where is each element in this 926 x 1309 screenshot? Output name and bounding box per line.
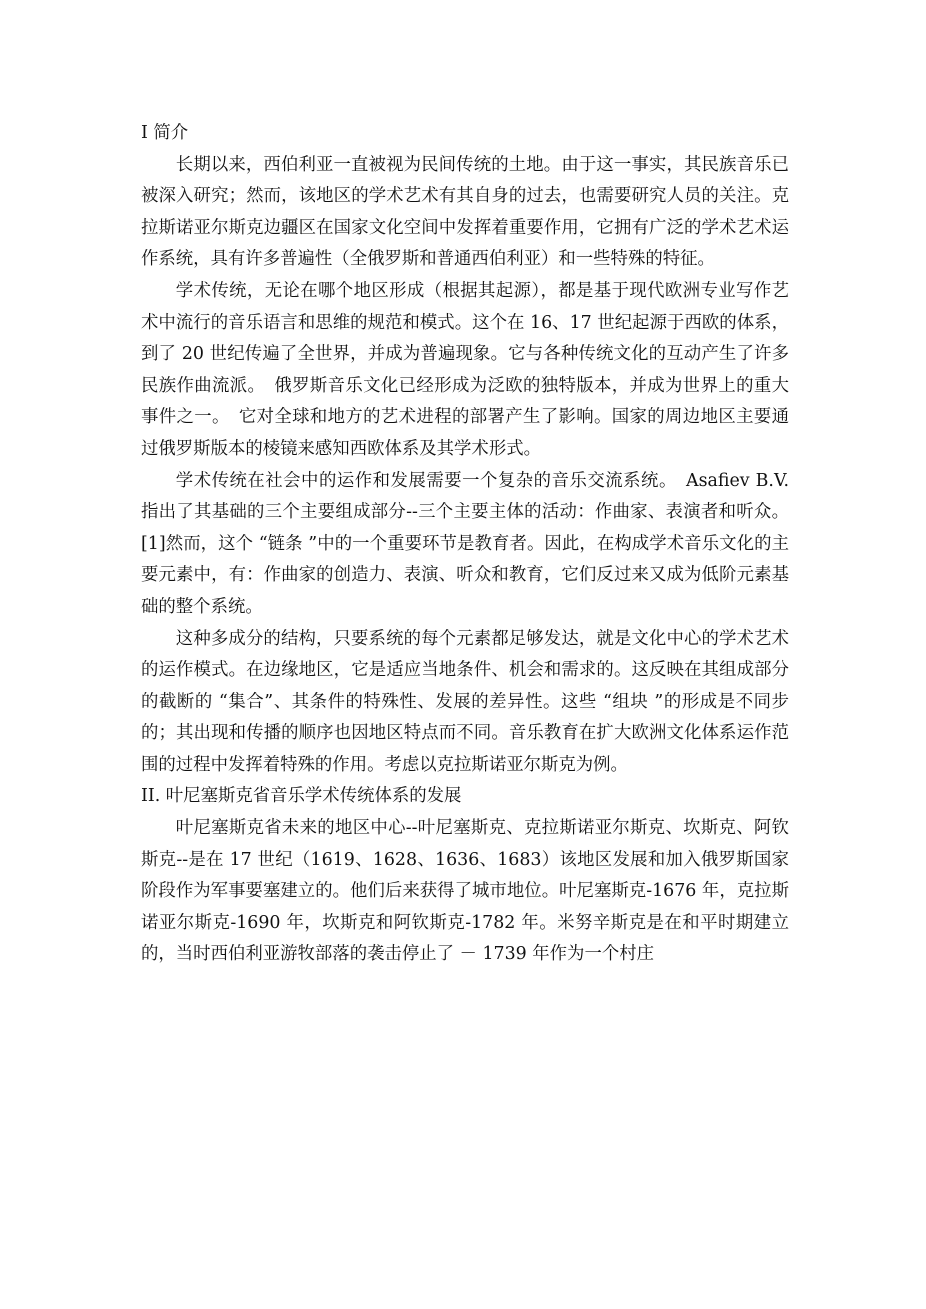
paragraph-regional-centers: 叶尼塞斯克省未来的地区中心--叶尼塞斯克、克拉斯诺亚尔斯克、坎斯克、阿钦斯克--是在 17 世纪（1619、1628、1636、1683）该地区发展和加入俄罗斯国家阶段作为军事要塞建立的。他们后来获得了城市地位。叶尼塞斯克-1676 年，克拉斯诺亚尔斯克-1690 年，坎斯克和阿钦斯克-1782 年。米努辛斯克是在和平时期建立的，当时西伯利亚游牧部落的袭击停止了 － 1739 年作为一个村庄 (141, 818, 789, 965)
paragraph-music-communication: 学术传统在社会中的运作和发展需要一个复杂的音乐交流系统。 Asafiev B.V.指出了其基础的三个主要组成部分--三个主要主体的活动：作曲家、表演者和听众。[1]然而，这个 “链条 ”中的一个重要环节是教育者。因此，在构成学术音乐文化的主要元素中，有：作曲家的创造力、表演、听众和教育，它们反过来又成为低阶元素基础的整个系统。 (141, 470, 789, 617)
document-body (141, 118, 789, 971)
paragraph-siberia-tradition: 长期以来，西伯利亚一直被视为民间传统的土地。由于这一事实，其民族音乐已被深入研究；然而，该地区的学术艺术有其自身的过去，也需要研究人员的关注。克拉斯诺亚尔斯克边疆区在国家文化空间中发挥着重要作用，它拥有广泛的学术艺术运作系统，具有许多普遍性（全俄罗斯和普通西伯利亚）和一些特殊的特征。 (141, 154, 789, 270)
section-heading-yenisei-province: II. 叶尼塞斯克省音乐学术传统体系的发展 (141, 786, 462, 807)
section-heading-introduction: I 简介 (141, 123, 189, 143)
paragraph-academic-tradition: 学术传统，无论在哪个地区形成（根据其起源），都是基于现代欧洲专业写作艺术中流行的音乐语言和思维的规范和模式。这个在 16、17 世纪起源于西欧的体系，到了 20 世纪传遍了全世界，并成为普遍现象。它与各种传统文化的互动产生了许多民族作曲流派。 俄罗斯音乐文化已经形成为泛欧的独特版本，并成为世界上的重大事件之一。 它对全球和地方的艺术进程的部署产生了影响。国家的周边地区主要通过俄罗斯版本的棱镜来感知西欧体系及其学术形式。 (141, 280, 789, 459)
paragraph-multicomponent-structure: 这种多成分的结构，只要系统的每个元素都足够发达，就是文化中心的学术艺术的运作模式。在边缘地区，它是适应当地条件、机会和需求的。这反映在其组成部分的截断的 “集合”、其条件的特殊性、发展的差异性。这些 “组块 ”的形成是不同步的；其出现和传播的顺序也因地区特点而不同。音乐教育在扩大欧洲文化体系运作范围的过程中发挥着特殊的作用。考虑以克拉斯诺亚尔斯克为例。 (141, 628, 789, 775)
